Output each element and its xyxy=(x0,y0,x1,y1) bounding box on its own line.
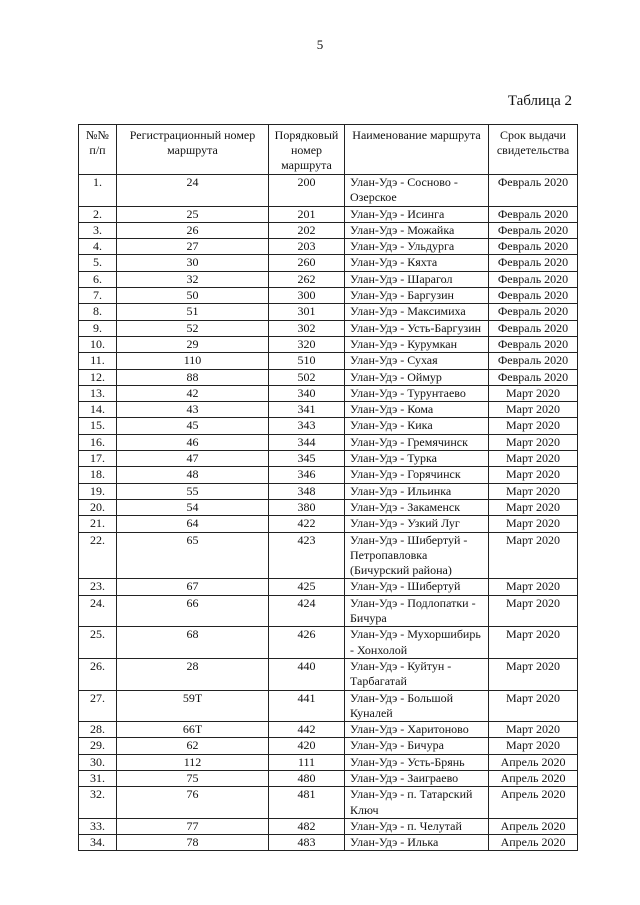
cell-route-name: Улан-Удэ - Ильинка xyxy=(345,483,489,499)
cell-num: 22. xyxy=(79,532,117,579)
table-row xyxy=(79,255,578,271)
cell-reg-number: 51 xyxy=(117,304,269,320)
cell-reg-number: 28 xyxy=(117,658,269,690)
cell-reg-number: 62 xyxy=(117,738,269,754)
page-number: 5 xyxy=(316,37,324,52)
cell-num: 14. xyxy=(79,402,117,418)
cell-order-number: 426 xyxy=(269,627,345,659)
cell-num: 31. xyxy=(79,770,117,786)
cell-order-number: 302 xyxy=(269,320,345,336)
cell-issue-term: Февраль 2020 xyxy=(489,206,578,222)
cell-reg-number: 26 xyxy=(117,222,269,238)
cell-issue-term: Февраль 2020 xyxy=(489,369,578,385)
cell-num: 29. xyxy=(79,738,117,754)
cell-reg-number: 46 xyxy=(117,434,269,450)
cell-order-number: 482 xyxy=(269,818,345,834)
cell-reg-number: 27 xyxy=(117,239,269,255)
table-row xyxy=(79,532,578,579)
cell-issue-term: Март 2020 xyxy=(489,595,578,627)
cell-route-name: Улан-Удэ - Баргузин xyxy=(345,288,489,304)
cell-num: 15. xyxy=(79,418,117,434)
cell-route-name: Улан-Удэ - Бичура xyxy=(345,738,489,754)
cell-reg-number: 30 xyxy=(117,255,269,271)
cell-route-name: Улан-Удэ - Закаменск xyxy=(345,499,489,515)
cell-issue-term: Март 2020 xyxy=(489,722,578,738)
cell-issue-term: Март 2020 xyxy=(489,690,578,722)
table-row xyxy=(79,770,578,786)
cell-issue-term: Март 2020 xyxy=(489,483,578,499)
cell-reg-number: 48 xyxy=(117,467,269,483)
cell-issue-term: Март 2020 xyxy=(489,467,578,483)
table-row xyxy=(79,690,578,722)
cell-num: 4. xyxy=(79,239,117,255)
header-route-name: Наименование маршрута xyxy=(345,125,489,175)
cell-issue-term: Февраль 2020 xyxy=(489,288,578,304)
cell-num: 3. xyxy=(79,222,117,238)
cell-order-number: 423 xyxy=(269,532,345,579)
cell-issue-term: Март 2020 xyxy=(489,499,578,515)
cell-issue-term: Апрель 2020 xyxy=(489,835,578,851)
cell-order-number: 502 xyxy=(269,369,345,385)
header-order-number: Порядковый номер маршрута xyxy=(269,125,345,175)
cell-reg-number: 32 xyxy=(117,271,269,287)
table-header-row xyxy=(79,125,578,175)
cell-num: 24. xyxy=(79,595,117,627)
table-row xyxy=(79,722,578,738)
cell-num: 12. xyxy=(79,369,117,385)
cell-reg-number: 47 xyxy=(117,451,269,467)
table-row xyxy=(79,451,578,467)
cell-issue-term: Март 2020 xyxy=(489,627,578,659)
cell-order-number: 301 xyxy=(269,304,345,320)
cell-reg-number: 78 xyxy=(117,835,269,851)
cell-route-name: Улан-Удэ - Кика xyxy=(345,418,489,434)
cell-route-name: Улан-Удэ - Курумкан xyxy=(345,336,489,352)
cell-order-number: 200 xyxy=(269,175,345,207)
cell-issue-term: Март 2020 xyxy=(489,385,578,401)
table-row xyxy=(79,467,578,483)
cell-num: 10. xyxy=(79,336,117,352)
cell-issue-term: Февраль 2020 xyxy=(489,304,578,320)
cell-reg-number: 25 xyxy=(117,206,269,222)
cell-order-number: 420 xyxy=(269,738,345,754)
cell-reg-number: 65 xyxy=(117,532,269,579)
cell-route-name: Улан-Удэ - Сосново - Озерское xyxy=(345,175,489,207)
table-row xyxy=(79,627,578,659)
cell-route-name: Улан-Удэ - Турунтаево xyxy=(345,385,489,401)
table-row xyxy=(79,336,578,352)
cell-route-name: Улан-Удэ - Можайка xyxy=(345,222,489,238)
cell-issue-term: Март 2020 xyxy=(489,532,578,579)
cell-reg-number: 68 xyxy=(117,627,269,659)
cell-reg-number: 110 xyxy=(117,353,269,369)
cell-reg-number: 52 xyxy=(117,320,269,336)
cell-order-number: 341 xyxy=(269,402,345,418)
cell-order-number: 202 xyxy=(269,222,345,238)
cell-route-name: Улан-Удэ - Турка xyxy=(345,451,489,467)
cell-order-number: 441 xyxy=(269,690,345,722)
cell-order-number: 422 xyxy=(269,516,345,532)
cell-num: 21. xyxy=(79,516,117,532)
cell-issue-term: Март 2020 xyxy=(489,738,578,754)
cell-order-number: 345 xyxy=(269,451,345,467)
cell-issue-term: Февраль 2020 xyxy=(489,239,578,255)
cell-reg-number: 77 xyxy=(117,818,269,834)
cell-route-name: Улан-Удэ - Кома xyxy=(345,402,489,418)
cell-route-name: Улан-Удэ - Харитоново xyxy=(345,722,489,738)
cell-order-number: 343 xyxy=(269,418,345,434)
cell-num: 1. xyxy=(79,175,117,207)
cell-issue-term: Март 2020 xyxy=(489,434,578,450)
cell-num: 9. xyxy=(79,320,117,336)
cell-route-name: Улан-Удэ - Максимиха xyxy=(345,304,489,320)
cell-route-name: Улан-Удэ - Куйтун - Тарбагатай xyxy=(345,658,489,690)
cell-order-number: 300 xyxy=(269,288,345,304)
cell-order-number: 320 xyxy=(269,336,345,352)
cell-order-number: 424 xyxy=(269,595,345,627)
cell-num: 17. xyxy=(79,451,117,467)
cell-num: 18. xyxy=(79,467,117,483)
cell-issue-term: Февраль 2020 xyxy=(489,353,578,369)
cell-num: 33. xyxy=(79,818,117,834)
cell-route-name: Улан-Удэ - Подлопатки - Бичура xyxy=(345,595,489,627)
cell-route-name: Улан-Удэ - Усть-Брянь xyxy=(345,754,489,770)
header-issue-term: Срок выдачи свидетельства xyxy=(489,125,578,175)
cell-issue-term: Февраль 2020 xyxy=(489,320,578,336)
table-row xyxy=(79,483,578,499)
cell-reg-number: 55 xyxy=(117,483,269,499)
table-row xyxy=(79,320,578,336)
cell-order-number: 440 xyxy=(269,658,345,690)
cell-num: 20. xyxy=(79,499,117,515)
cell-order-number: 380 xyxy=(269,499,345,515)
cell-num: 19. xyxy=(79,483,117,499)
cell-reg-number: 24 xyxy=(117,175,269,207)
cell-route-name: Улан-Удэ - Мухоршибирь - Хонхолой xyxy=(345,627,489,659)
cell-num: 11. xyxy=(79,353,117,369)
cell-route-name: Улан-Удэ - Гремячинск xyxy=(345,434,489,450)
table-row xyxy=(79,288,578,304)
cell-reg-number: 112 xyxy=(117,754,269,770)
table-row xyxy=(79,206,578,222)
cell-num: 26. xyxy=(79,658,117,690)
table-row xyxy=(79,754,578,770)
cell-order-number: 481 xyxy=(269,787,345,819)
cell-reg-number: 45 xyxy=(117,418,269,434)
cell-order-number: 111 xyxy=(269,754,345,770)
cell-route-name: Улан-Удэ - Исинга xyxy=(345,206,489,222)
cell-route-name: Улан-Удэ - Горячинск xyxy=(345,467,489,483)
cell-order-number: 442 xyxy=(269,722,345,738)
table-row xyxy=(79,818,578,834)
table-label: Таблица 2 xyxy=(507,93,572,109)
table-row xyxy=(79,271,578,287)
cell-num: 30. xyxy=(79,754,117,770)
table-row xyxy=(79,579,578,595)
cell-route-name: Улан-Удэ - Шибертуй - Петропавловка (Бичурский района) xyxy=(345,532,489,579)
cell-num: 7. xyxy=(79,288,117,304)
cell-order-number: 425 xyxy=(269,579,345,595)
cell-num: 16. xyxy=(79,434,117,450)
cell-route-name: Улан-Удэ - Большой Куналей xyxy=(345,690,489,722)
cell-issue-term: Март 2020 xyxy=(489,418,578,434)
table-row xyxy=(79,369,578,385)
cell-num: 32. xyxy=(79,787,117,819)
cell-route-name: Улан-Удэ - Илька xyxy=(345,835,489,851)
table-row xyxy=(79,353,578,369)
cell-route-name: Улан-Удэ - Шибертуй xyxy=(345,579,489,595)
cell-reg-number: 76 xyxy=(117,787,269,819)
cell-issue-term: Февраль 2020 xyxy=(489,255,578,271)
cell-route-name: Улан-Удэ - Сухая xyxy=(345,353,489,369)
header-reg-number: Регистрационный номер маршрута xyxy=(117,125,269,175)
cell-reg-number: 66 xyxy=(117,595,269,627)
cell-order-number: 483 xyxy=(269,835,345,851)
cell-order-number: 201 xyxy=(269,206,345,222)
cell-num: 2. xyxy=(79,206,117,222)
cell-route-name: Улан-Удэ - Заиграево xyxy=(345,770,489,786)
table-row xyxy=(79,304,578,320)
cell-route-name: Улан-Удэ - Ульдурга xyxy=(345,239,489,255)
cell-reg-number: 88 xyxy=(117,369,269,385)
cell-route-name: Улан-Удэ - Оймур xyxy=(345,369,489,385)
table-row xyxy=(79,595,578,627)
cell-order-number: 348 xyxy=(269,483,345,499)
cell-num: 13. xyxy=(79,385,117,401)
cell-issue-term: Февраль 2020 xyxy=(489,222,578,238)
cell-route-name: Улан-Удэ - Узкий Луг xyxy=(345,516,489,532)
table-row xyxy=(79,418,578,434)
cell-reg-number: 42 xyxy=(117,385,269,401)
table-row xyxy=(79,222,578,238)
cell-route-name: Улан-Удэ - п. Татарский Ключ xyxy=(345,787,489,819)
cell-issue-term: Апрель 2020 xyxy=(489,818,578,834)
cell-num: 27. xyxy=(79,690,117,722)
cell-num: 6. xyxy=(79,271,117,287)
table-row xyxy=(79,738,578,754)
cell-issue-term: Февраль 2020 xyxy=(489,336,578,352)
cell-num: 28. xyxy=(79,722,117,738)
cell-reg-number: 64 xyxy=(117,516,269,532)
cell-issue-term: Февраль 2020 xyxy=(489,271,578,287)
table-row xyxy=(79,516,578,532)
cell-reg-number: 50 xyxy=(117,288,269,304)
cell-num: 5. xyxy=(79,255,117,271)
cell-reg-number: 67 xyxy=(117,579,269,595)
cell-reg-number: 75 xyxy=(117,770,269,786)
cell-reg-number: 59Т xyxy=(117,690,269,722)
cell-order-number: 340 xyxy=(269,385,345,401)
cell-reg-number: 43 xyxy=(117,402,269,418)
cell-issue-term: Февраль 2020 xyxy=(489,175,578,207)
routes-table xyxy=(78,124,578,851)
cell-route-name: Улан-Удэ - Усть-Баргузин xyxy=(345,320,489,336)
cell-order-number: 510 xyxy=(269,353,345,369)
cell-issue-term: Апрель 2020 xyxy=(489,787,578,819)
table-row xyxy=(79,787,578,819)
table-row xyxy=(79,658,578,690)
table-row xyxy=(79,385,578,401)
cell-issue-term: Апрель 2020 xyxy=(489,754,578,770)
cell-route-name: Улан-Удэ - Шарагол xyxy=(345,271,489,287)
cell-reg-number: 29 xyxy=(117,336,269,352)
cell-order-number: 346 xyxy=(269,467,345,483)
cell-reg-number: 66Т xyxy=(117,722,269,738)
cell-num: 34. xyxy=(79,835,117,851)
cell-order-number: 480 xyxy=(269,770,345,786)
table-row xyxy=(79,239,578,255)
cell-issue-term: Март 2020 xyxy=(489,451,578,467)
table-row xyxy=(79,434,578,450)
cell-num: 8. xyxy=(79,304,117,320)
cell-issue-term: Март 2020 xyxy=(489,516,578,532)
cell-num: 23. xyxy=(79,579,117,595)
cell-issue-term: Апрель 2020 xyxy=(489,770,578,786)
cell-reg-number: 54 xyxy=(117,499,269,515)
cell-route-name: Улан-Удэ - Кяхта xyxy=(345,255,489,271)
header-num: №№ п/п xyxy=(79,125,117,175)
table-row xyxy=(79,175,578,207)
table-row xyxy=(79,835,578,851)
cell-order-number: 203 xyxy=(269,239,345,255)
cell-order-number: 260 xyxy=(269,255,345,271)
cell-order-number: 262 xyxy=(269,271,345,287)
cell-issue-term: Март 2020 xyxy=(489,658,578,690)
cell-route-name: Улан-Удэ - п. Челутай xyxy=(345,818,489,834)
cell-issue-term: Март 2020 xyxy=(489,402,578,418)
table-row xyxy=(79,499,578,515)
cell-num: 25. xyxy=(79,627,117,659)
cell-issue-term: Март 2020 xyxy=(489,579,578,595)
cell-order-number: 344 xyxy=(269,434,345,450)
table-row xyxy=(79,402,578,418)
